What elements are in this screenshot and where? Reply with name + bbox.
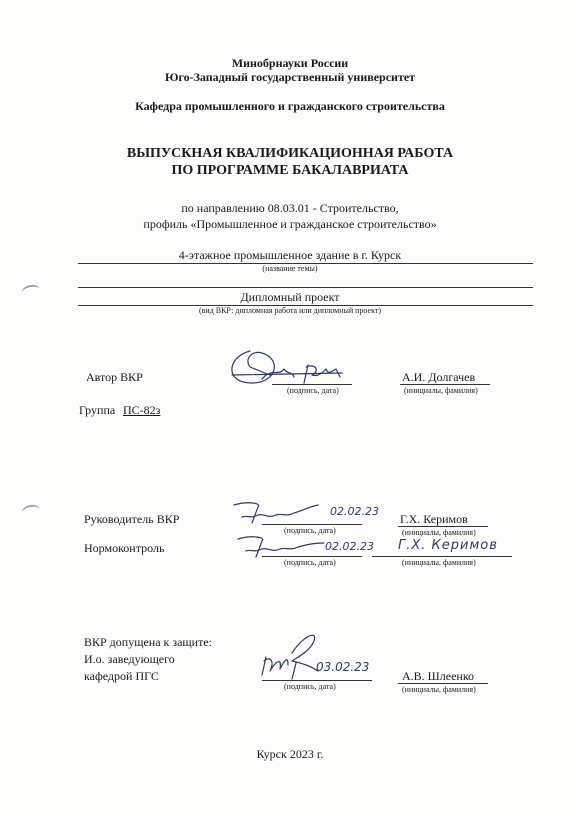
- topic-extra-line: [78, 287, 533, 288]
- admission-name-caption: (инициалы, фамилия): [402, 685, 476, 694]
- topic-caption: (название темы): [262, 264, 318, 273]
- document-title-line2: ПО ПРОГРАММЕ БАКАЛАВРИАТА: [171, 163, 409, 178]
- admission-line1: ВКР допущена к защите:: [84, 635, 212, 649]
- normcontrol-signature-line: [262, 556, 362, 557]
- work-type-caption: (вид ВКР: дипломная работа или дипломный проект): [198, 306, 382, 315]
- direction-line1: по направлению 08.03.01 - Строительство,: [181, 201, 399, 215]
- admission-name-line: [398, 683, 488, 684]
- author-signature-caption: (подпись, дата): [287, 386, 339, 395]
- topic-value: 4-этажное промышленное здание в г. Курск: [178, 248, 402, 262]
- admission-line3: кафедрой ПГС: [84, 669, 159, 683]
- admission-signature-date: 03.02.23: [316, 660, 370, 674]
- group-value: ПС-82з: [123, 403, 161, 417]
- department-name: Кафедра промышленного и гражданского строительства: [135, 99, 445, 113]
- author-signature-line: [272, 384, 352, 385]
- work-type-value: Дипломный проект: [240, 290, 340, 304]
- normcontrol-signature-caption: (подпись, дата): [284, 558, 336, 567]
- document-title-line1: ВЫПУСКНАЯ КВАЛИФИКАЦИОННАЯ РАБОТА: [126, 146, 454, 161]
- author-name-line: [400, 384, 490, 385]
- supervisor-signature: [228, 497, 328, 527]
- supervisor-name-caption: (инициалы, фамилия): [402, 528, 476, 537]
- admission-name: А.В. Шлеенко: [402, 669, 475, 683]
- supervisor-label: Руководитель ВКР: [84, 512, 180, 526]
- normcontrol-name-line: [372, 556, 512, 557]
- author-name: А.И. Долгачев: [402, 370, 476, 384]
- admission-signature-caption: (подпись, дата): [284, 682, 336, 691]
- admission-line2: И.о. заведующего: [84, 652, 175, 666]
- supervisor-name-line: [398, 526, 488, 527]
- normcontrol-signature-date: 02.02.23: [325, 540, 374, 553]
- supervisor-signature-caption: (подпись, дата): [284, 526, 336, 535]
- binder-hole-mark: [21, 504, 41, 519]
- group-label: Группа: [79, 403, 116, 417]
- admission-signature-line: [262, 680, 372, 681]
- city-year: Курск 2023 г.: [256, 747, 324, 761]
- supervisor-signature-date: 02.02.23: [330, 505, 379, 518]
- university-name: Юго-Западный государственный университет: [164, 70, 416, 84]
- normcontrol-name-caption: (инициалы, фамилия): [402, 558, 476, 567]
- normcontrol-handwritten-name: Г.Х. Керимов: [398, 538, 498, 553]
- supervisor-signature-line: [262, 524, 362, 525]
- author-label: Автор ВКР: [86, 370, 143, 384]
- supervisor-name: Г.Х. Керимов: [400, 512, 468, 526]
- author-name-caption: (инициалы, фамилия): [404, 386, 478, 395]
- ministry-name: Минобрнауки России: [231, 56, 349, 70]
- direction-line2: профиль «Промышленное и гражданское строительство»: [143, 217, 437, 231]
- normcontrol-label: Нормоконтроль: [84, 541, 165, 555]
